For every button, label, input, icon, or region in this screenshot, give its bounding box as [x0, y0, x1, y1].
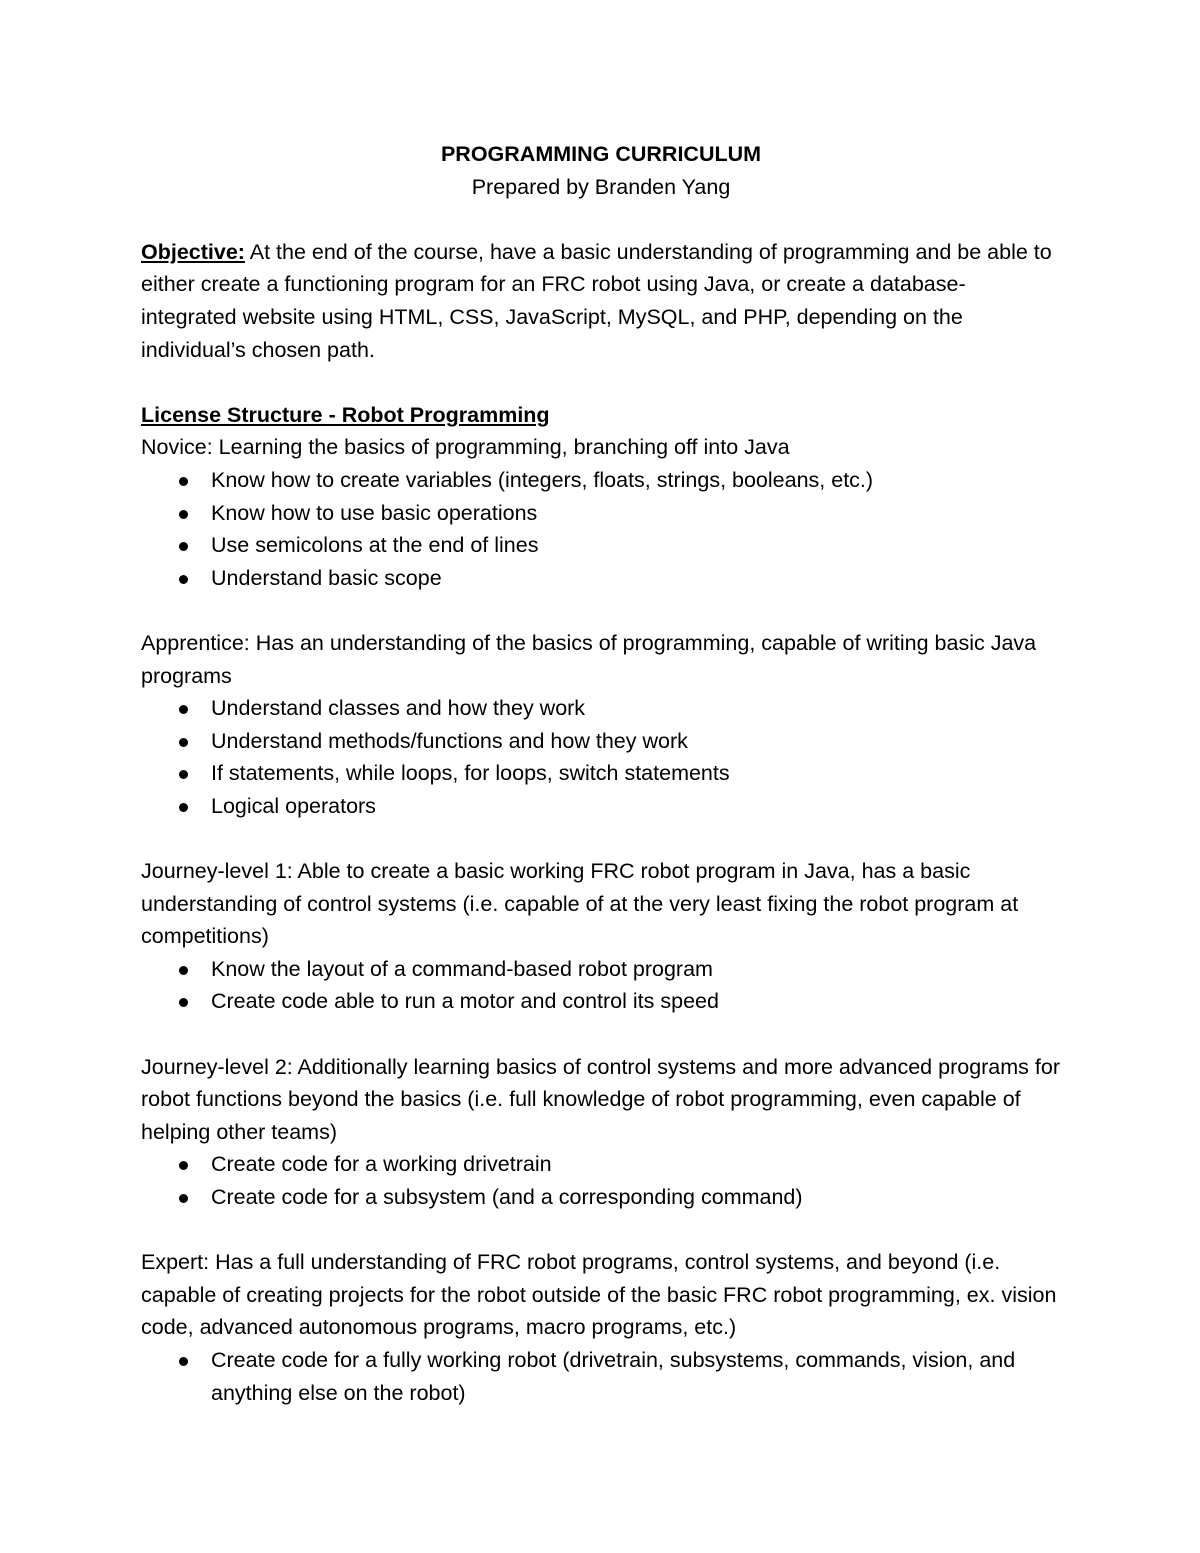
license-levels: [141, 431, 1061, 1409]
list-item-text: Understand classes and how they work: [211, 696, 586, 721]
list-item: [141, 1181, 1061, 1214]
bullet-icon: [179, 1357, 188, 1366]
list-item: [141, 529, 1061, 562]
level-description: Apprentice: Has an understanding of the basics of programming, capable of writing basic Java programs: [141, 630, 1037, 688]
list-item: [141, 497, 1061, 530]
list-item: [141, 1344, 1061, 1409]
document-title: PROGRAMMING CURRICULUM: [440, 142, 762, 166]
list-item-text: Create code for a working drivetrain: [211, 1152, 552, 1177]
level-description: Journey-level 2: Additionally learning basics of control systems and more advanced programs for robot functions beyond the basics (i.e. full knowledge of robot programming, even capable of helping other teams): [141, 1054, 1060, 1144]
level-section: [141, 431, 1061, 594]
list-item-text: Create code for a fully working robot (drivetrain, subsystems, commands, vision, and anything else on the robot): [211, 1347, 1016, 1405]
level-section: [141, 1246, 1061, 1409]
list-item-text: Know how to create variables (integers, floats, strings, booleans, etc.): [211, 467, 874, 492]
spacer: [141, 366, 1061, 399]
spacer: [141, 822, 1061, 855]
spacer: [141, 594, 1061, 627]
bullet-icon: [179, 510, 188, 519]
list-item-text: Logical operators: [211, 793, 376, 818]
list-item: [141, 790, 1061, 823]
list-item-text: Understand methods/functions and how they work: [211, 728, 688, 753]
bullet-icon: [179, 575, 188, 584]
document-page: [141, 138, 1061, 1409]
list-item-text: Create code able to run a motor and control its speed: [211, 989, 719, 1014]
level-description: Journey-level 1: Able to create a basic working FRC robot program in Java, has a basic understanding of control systems (i.e. capable of at the very least fixing the robot program at competitions): [141, 859, 1019, 949]
list-item: [141, 985, 1061, 1018]
level-description: Novice: Learning the basics of programming, branching off into Java: [141, 435, 790, 460]
bullet-icon: [179, 770, 188, 779]
bullet-icon: [179, 803, 188, 812]
level-requirements-list: [141, 1344, 1061, 1409]
list-item-text: Know the layout of a command-based robot program: [211, 956, 713, 981]
objective-text: At the end of the course, have a basic understanding of programming and be able to either create a functioning program for an FRC robot using Java, or create a database-integrated website using HTML, CSS, JavaScript, MySQL, and PHP, depending on the individual’s chosen path.: [141, 239, 1052, 362]
level-requirements-list: [141, 1148, 1061, 1213]
list-item-text: If statements, while loops, for loops, switch statements: [211, 761, 730, 786]
list-item: [141, 725, 1061, 758]
spacer: [141, 203, 1061, 236]
list-item-text: Know how to use basic operations: [211, 500, 538, 525]
list-item: [141, 953, 1061, 986]
list-item-text: Use semicolons at the end of lines: [211, 533, 539, 558]
bullet-icon: [179, 998, 188, 1007]
level-requirements-list: [141, 953, 1061, 1018]
list-item-text: Create code for a subsystem (and a corresponding command): [211, 1185, 803, 1209]
document-subtitle: Prepared by Branden Yang: [471, 174, 731, 199]
level-requirements-list: [141, 464, 1061, 594]
bullet-icon: [179, 705, 188, 714]
list-item-text: Understand basic scope: [211, 565, 442, 590]
bullet-icon: [179, 966, 188, 975]
bullet-icon: [179, 1161, 188, 1170]
objective-label: Objective:: [141, 239, 245, 264]
list-item: [141, 1148, 1061, 1181]
level-description: Expert: Has a full understanding of FRC robot programs, control systems, and beyond (i.e. capable of creating projects for the robot outside of the basic FRC robot programming, ex. vision code, advanced autonomous programs, macro programs, etc.): [141, 1250, 1057, 1340]
objective-paragraph: [141, 236, 1061, 366]
list-item: [141, 464, 1061, 497]
bullet-icon: [179, 477, 188, 486]
level-section: [141, 855, 1061, 1018]
level-section: [141, 627, 1061, 823]
list-item: [141, 562, 1061, 595]
spacer: [141, 1214, 1061, 1247]
section-heading: License Structure - Robot Programming: [141, 402, 550, 427]
level-section: [141, 1051, 1061, 1214]
list-item: [141, 692, 1061, 725]
spacer: [141, 1018, 1061, 1051]
bullet-icon: [179, 1194, 188, 1203]
bullet-icon: [179, 542, 188, 551]
list-item: [141, 757, 1061, 790]
bullet-icon: [179, 738, 188, 747]
level-requirements-list: [141, 692, 1061, 822]
